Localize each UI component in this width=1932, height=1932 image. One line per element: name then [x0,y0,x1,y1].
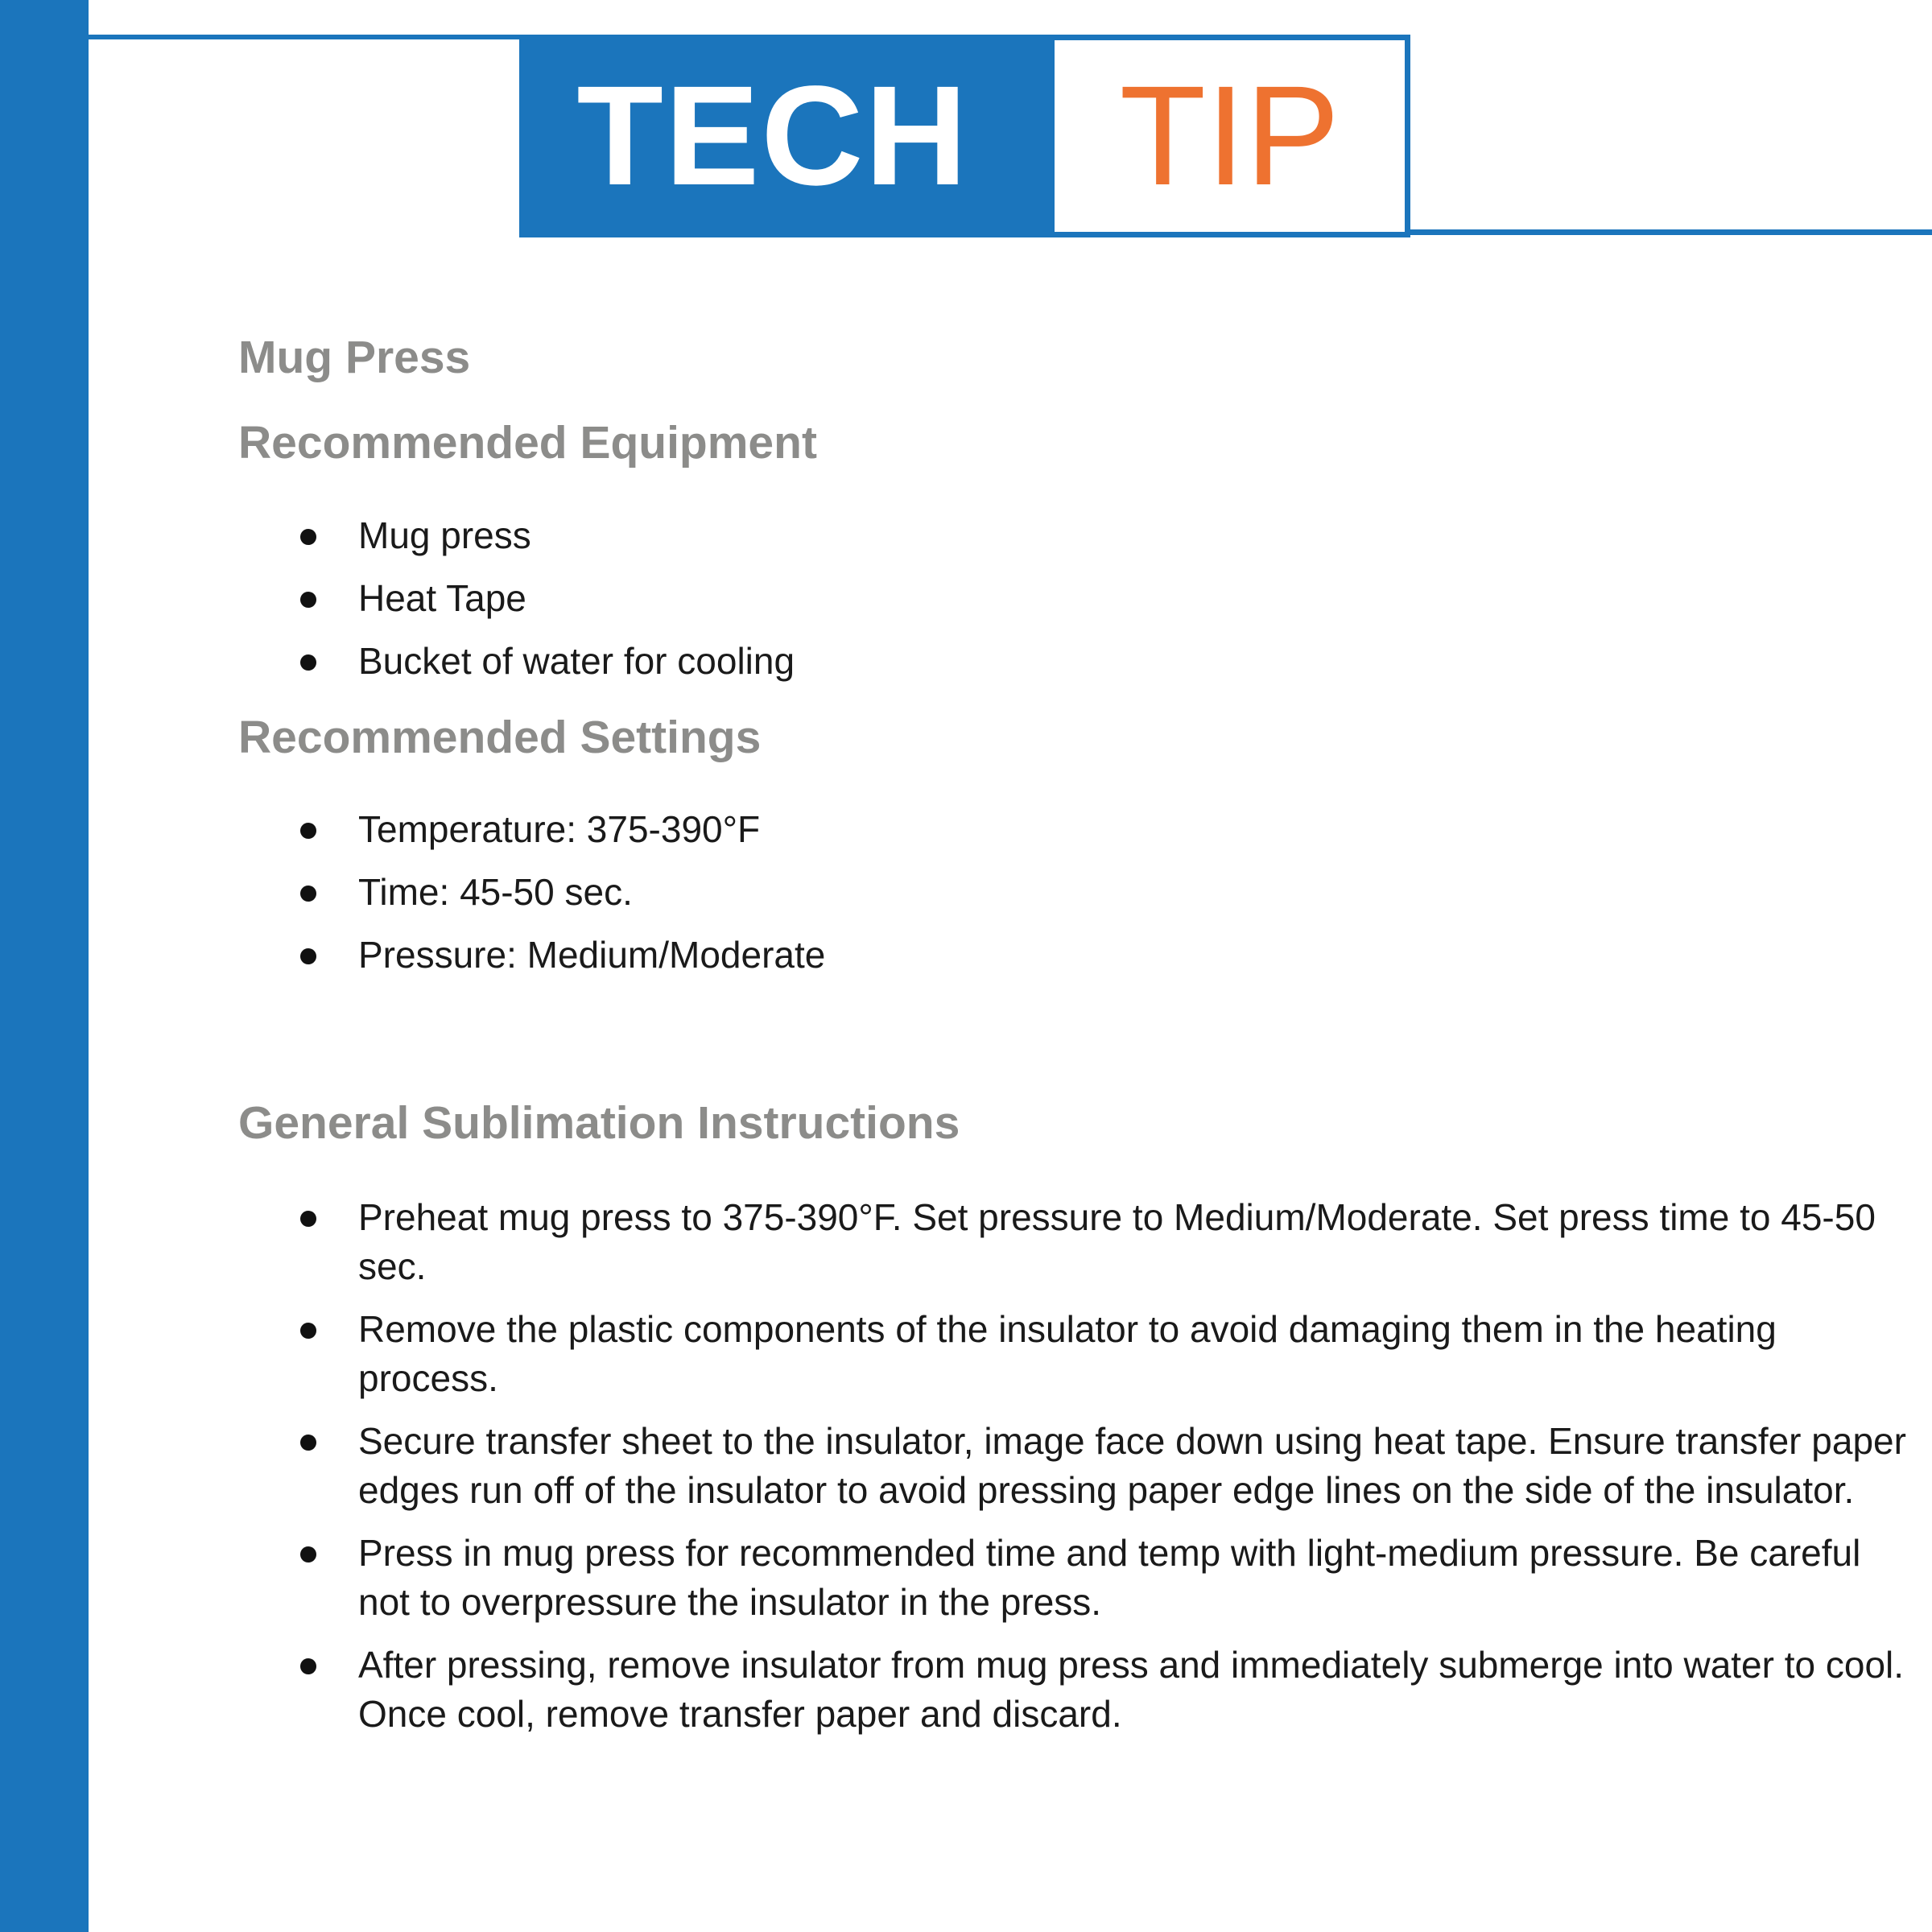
equipment-list [238,511,1848,686]
bullet-icon [300,654,316,671]
bullet-icon [300,886,316,902]
bullet-icon [300,823,316,839]
list-item-text: Mug press [358,514,531,556]
tech-label: TECH [576,57,969,215]
list-item [238,511,1848,560]
document-body [238,330,1906,1752]
list-item [238,1529,1861,1627]
bullet-icon [300,1658,316,1674]
bullet-icon [300,1211,316,1227]
list-item-text: Time: 45-50 sec. [358,871,633,914]
list-item [238,1641,1905,1739]
list-item [238,931,1848,980]
bullet-icon [300,592,316,608]
settings-list [238,805,1848,980]
header-rule-left [89,35,519,39]
list-item-text: Temperature: 375-390°F [358,808,761,851]
list-item-text: Preheat mug press to 375-390°F. Set pressure to Medium/Moderate. Set press time to 45-50 sec. [358,1195,1876,1287]
instructions-list [238,1193,1906,1739]
list-item [238,574,1848,623]
list-item [238,1305,1832,1403]
tip-label: TIP [1119,57,1340,215]
bullet-icon [300,1435,316,1451]
product-title: Mug Press [238,332,471,383]
header-rule-right [1410,229,1932,235]
bullet-icon [300,1323,316,1339]
list-item-text: Remove the plastic components of the insulator to avoid damaging them in the heating process. [358,1307,1777,1399]
list-item-text: Heat Tape [358,576,526,619]
bullet-icon [300,948,316,964]
list-item [238,1193,1876,1291]
list-item-text: Secure transfer sheet to the insulator, image face down using heat tape. Ensure transfer paper edges run off of the insulator to avoid pressing paper edge lines on the side of the insulator. [358,1419,1906,1511]
instructions-heading: General Sublimation Instructions [238,1097,960,1150]
list-item-text: After pressing, remove insulator from mug press and immediately submerge into water to cool. Once cool, remove transfer paper and discard. [358,1643,1905,1735]
bullet-icon [300,1546,316,1563]
equipment-heading: Recommended Equipment [238,417,817,469]
bullet-icon [300,529,316,545]
list-item [238,637,1848,686]
tip-label-box [1051,35,1410,237]
left-accent-bar [0,0,89,1932]
tech-label-box [519,35,1051,237]
list-item-text: Press in mug press for recommended time and temp with light-medium pressure. Be careful not to overpressure the insulator in the press. [358,1531,1861,1623]
list-item [238,1417,1906,1515]
list-item [238,805,1848,854]
settings-heading: Recommended Settings [238,711,762,763]
list-item-text: Bucket of water for cooling [358,639,795,682]
list-item [238,868,1848,917]
list-item-text: Pressure: Medium/Moderate [358,934,826,976]
